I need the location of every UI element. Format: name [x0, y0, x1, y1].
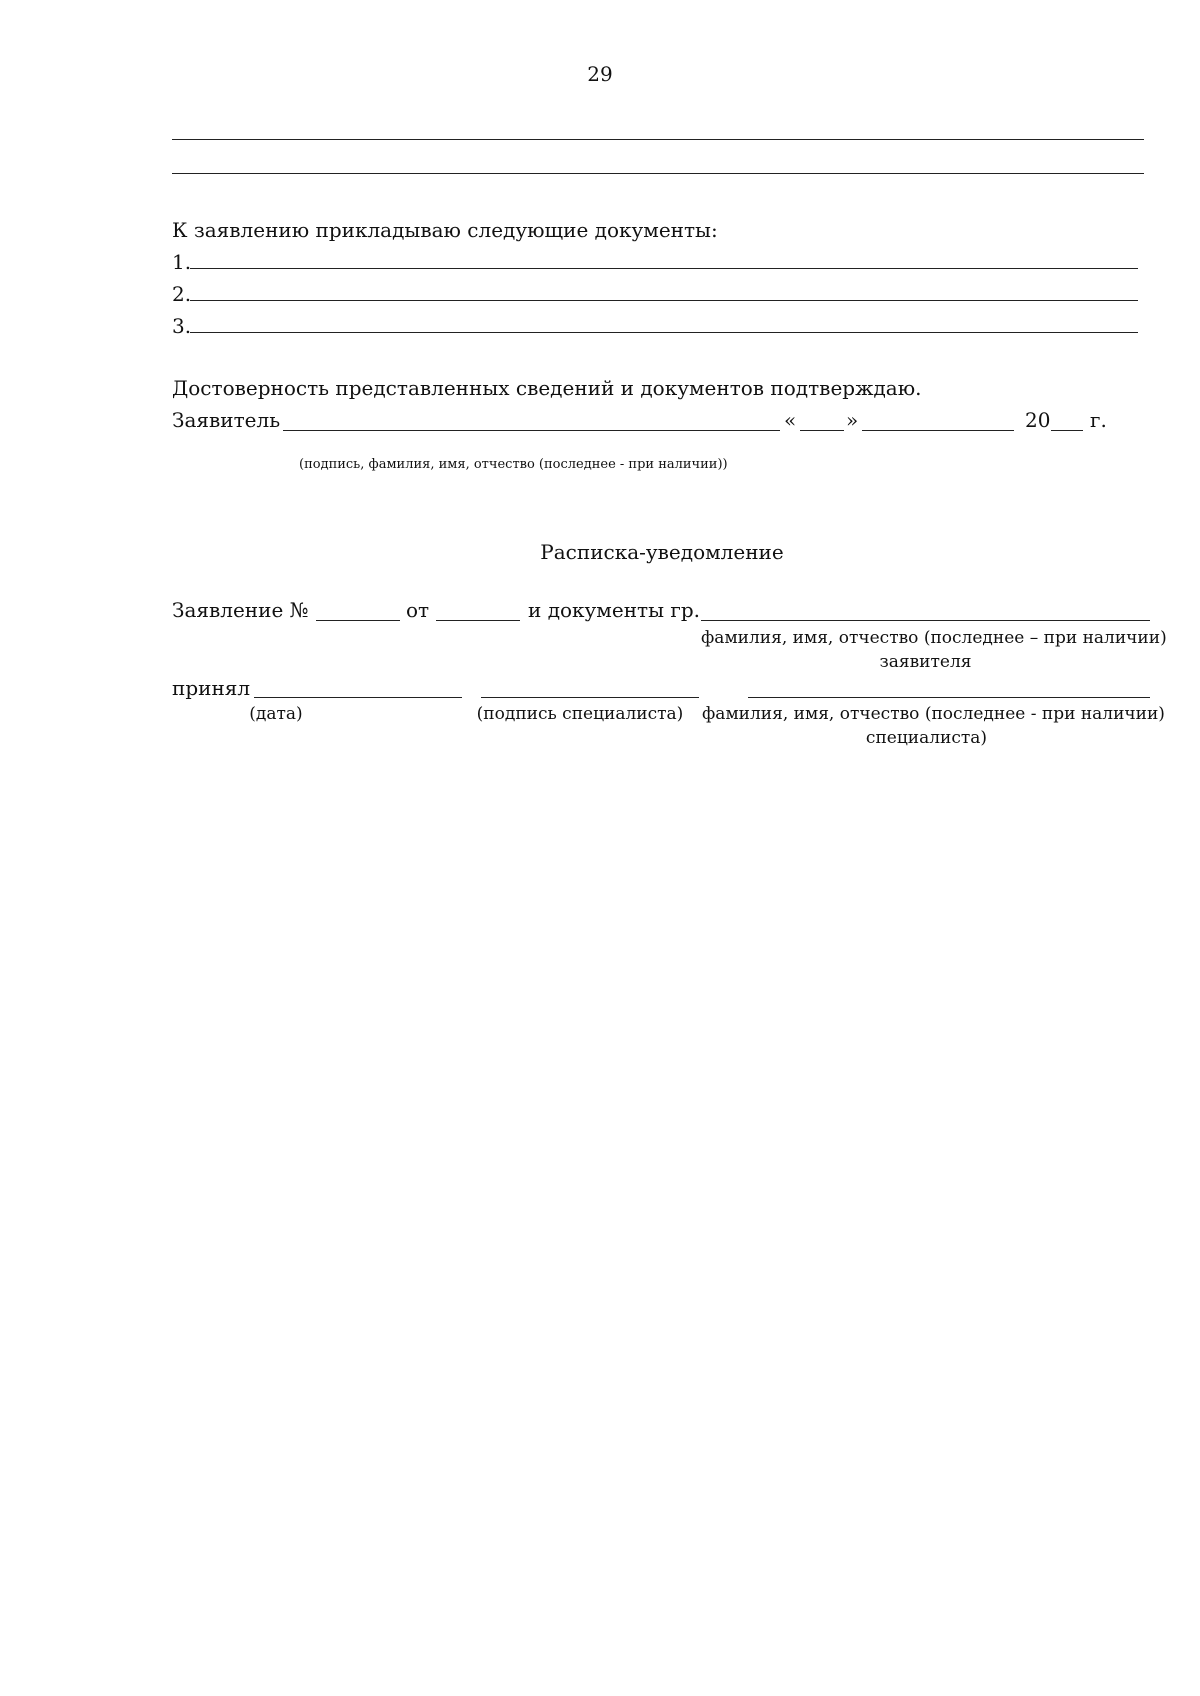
- date-month-line[interactable]: [862, 430, 1014, 431]
- date-year-line[interactable]: [1051, 430, 1083, 431]
- applicant-name-line[interactable]: [701, 620, 1150, 621]
- accepted-date-line[interactable]: [254, 697, 462, 698]
- attachments-intro: К заявлению прикладываю следующие документы:: [172, 218, 718, 242]
- blank-line-top-1: [172, 139, 1144, 140]
- date-quote-close: »: [846, 408, 859, 432]
- date-day-line[interactable]: [800, 430, 844, 431]
- attachment-item-1-line[interactable]: [190, 268, 1138, 269]
- documents-label: и документы гр.: [528, 598, 701, 622]
- accepted-label: принял: [172, 676, 251, 700]
- date-quote-open: «: [784, 408, 797, 432]
- specialist-name-hint-line1: фамилия, имя, отчество (последнее - при наличии): [702, 704, 1165, 724]
- specialist-name-line[interactable]: [748, 697, 1150, 698]
- applicant-label: Заявитель: [172, 408, 281, 432]
- specialist-name-hint-line2: специалиста): [865, 728, 988, 748]
- application-number-label: Заявление №: [172, 598, 309, 622]
- confirmation-statement: Достоверность представленных сведений и документов подтверждаю.: [172, 376, 922, 400]
- year-suffix: г.: [1090, 408, 1107, 432]
- attachment-item-3-line[interactable]: [190, 332, 1138, 333]
- signature-hint: (подпись, фамилия, имя, отчество (последнее - при наличии)): [299, 457, 728, 472]
- attachment-item-2-line[interactable]: [190, 300, 1138, 301]
- attachment-item-1-number: 1.: [172, 250, 192, 274]
- blank-line-top-2: [172, 173, 1144, 174]
- applicant-signature-line[interactable]: [283, 430, 780, 431]
- application-number-line[interactable]: [316, 620, 400, 621]
- applicant-name-hint-line2: заявителя: [879, 652, 972, 672]
- year-prefix: 20: [1025, 408, 1051, 432]
- applicant-name-hint-line1: фамилия, имя, отчество (последнее – при наличии): [701, 628, 1167, 648]
- specialist-signature-hint: (подпись специалиста): [476, 704, 684, 724]
- application-from-label: от: [406, 598, 430, 622]
- application-date-line[interactable]: [436, 620, 520, 621]
- date-hint: (дата): [249, 704, 303, 724]
- attachment-item-2-number: 2.: [172, 282, 192, 306]
- specialist-signature-line[interactable]: [481, 697, 699, 698]
- attachment-item-3-number: 3.: [172, 314, 192, 338]
- receipt-title: Расписка-уведомление: [540, 540, 784, 564]
- page-number: 29: [587, 62, 613, 86]
